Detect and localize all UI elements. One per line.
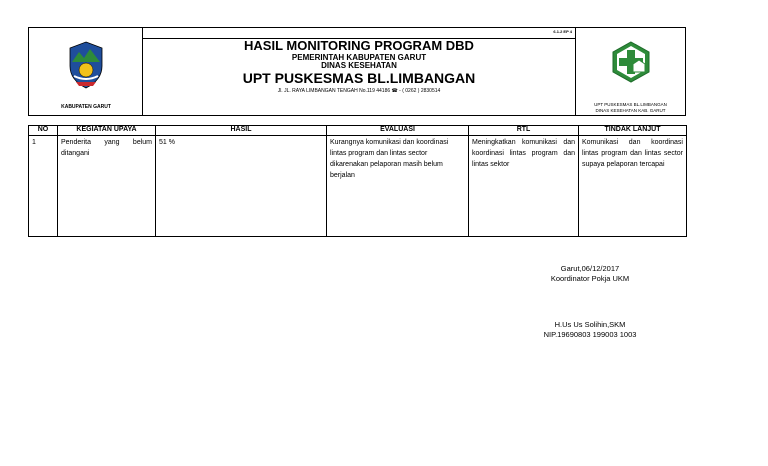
letterhead-center bbox=[143, 28, 575, 115]
column-header-kegiatan: KEGIATAN UPAYA bbox=[58, 126, 156, 136]
page-title: HASIL MONITORING PROGRAM DBD bbox=[244, 38, 474, 53]
column-header-rtl: RTL bbox=[469, 126, 579, 136]
cell-rtl: Meningkatkan komunikasi dan koordinasi lintas program dan lintas sektor bbox=[469, 136, 579, 237]
cell-kegiatan: Penderita yang belum ditangani bbox=[58, 136, 156, 237]
signature-name: H.Us Us Solihin,SKM bbox=[554, 320, 626, 329]
regency-label: KABUPATEN GARUT bbox=[61, 104, 111, 110]
puskesmas-caption-line2: DINAS KESEHATAN KAB. GARUT bbox=[595, 108, 666, 113]
document-code: 6.1.2 EP 4 bbox=[553, 29, 572, 34]
puskesmas-caption-line1: UPT PUSKESMAS BL.LIMBANGAN bbox=[594, 102, 667, 107]
left-logo-box bbox=[29, 28, 143, 115]
garut-regency-emblem-icon bbox=[66, 40, 106, 90]
institution-name: UPT PUSKESMAS BL.LIMBANGAN bbox=[242, 70, 476, 86]
table-header-row bbox=[29, 126, 687, 136]
cell-no: 1 bbox=[29, 136, 58, 237]
department-name: DINAS KESEHATAN bbox=[321, 61, 397, 70]
cell-evaluasi: Kurangnya komunikasi dan koordinasi lintas program dan lintas sector dikarenakan pelaporan masih belum berjalan bbox=[327, 136, 469, 237]
signature-role: Koordinator Pokja UKM bbox=[550, 274, 630, 283]
monitoring-table bbox=[28, 125, 687, 237]
letterhead bbox=[28, 27, 686, 116]
right-logo-box bbox=[575, 28, 685, 115]
puskesmas-caption bbox=[576, 102, 685, 114]
institution-address: Jl. JL. RAYA LIMBANGAN TENGAH No.119 44186 ☎ - ( 0262 ) 2830514 bbox=[277, 88, 441, 94]
cell-tindak-lanjut: Komunikasi dan koordinasi lintas program dan lintas sector supaya pelaporan tercapai bbox=[579, 136, 687, 237]
signature-place-date: Garut,06/12/2017 bbox=[560, 264, 620, 273]
table-row bbox=[29, 136, 687, 237]
column-header-evaluasi: EVALUASI bbox=[327, 126, 469, 136]
column-header-hasil: HASIL bbox=[156, 126, 327, 136]
signature-nip: NIP.19690803 199003 1003 bbox=[543, 330, 637, 339]
cell-hasil: 51 % bbox=[156, 136, 327, 237]
column-header-tindak-lanjut: TINDAK LANJUT bbox=[579, 126, 687, 136]
column-header-no: NO bbox=[29, 126, 58, 136]
government-name: PEMERINTAH KABUPATEN GARUT bbox=[291, 53, 427, 62]
puskesmas-cross-logo-icon bbox=[609, 40, 653, 84]
